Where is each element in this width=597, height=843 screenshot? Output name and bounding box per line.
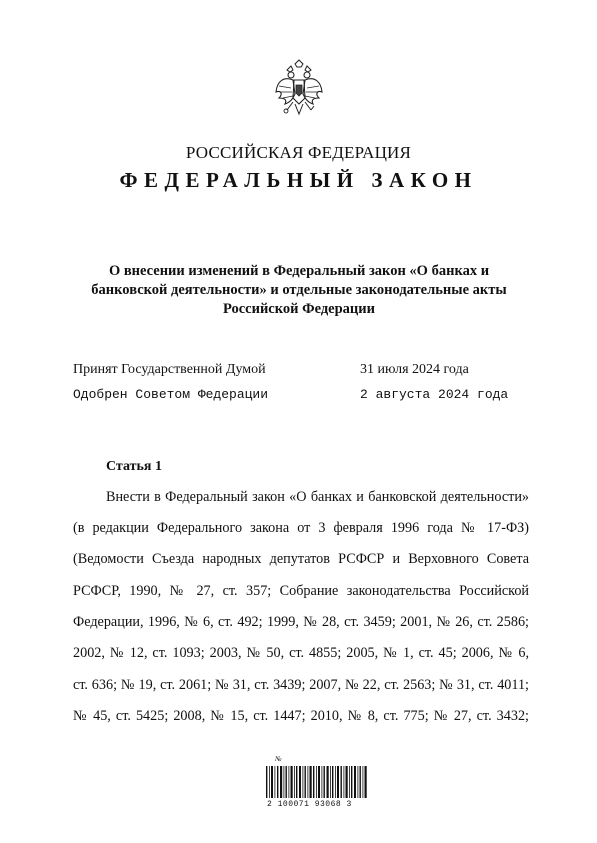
- coat-of-arms-icon: [273, 58, 325, 122]
- barcode: [262, 762, 372, 800]
- article-line: 2002, № 12, ст. 1093; 2003, № 50, ст. 4855; 2005, № 1, ст. 45; 2006, № 6,: [73, 645, 529, 661]
- article-line: РСФСР, 1990, № 27, ст. 357; Собрание законодательства Российской: [73, 583, 529, 599]
- article-line: (в редакции Федерального закона от 3 февраля 1996 года № 17-ФЗ): [73, 520, 529, 536]
- council-approval-date: 2 августа 2024 года: [360, 387, 509, 402]
- article-line: ст. 636; № 19, ст. 2061; № 31, ст. 3439; 2007, № 22, ст. 2563; № 31, ст. 4011;: [73, 677, 529, 693]
- article-heading: Статья 1: [106, 459, 162, 474]
- law-title: О внесении изменений в Федеральный закон «О банках и банковской деятельности» и отдельные законодательные акты Российской Федерации: [91, 263, 507, 317]
- article-line: (Ведомости Съезда народных депутатов РСФСР и Верховного Совета: [73, 551, 529, 567]
- country-name: РОССИЙСКАЯ ФЕДЕРАЦИЯ: [185, 143, 412, 162]
- barcode-number: 2 100071 93068 3: [267, 800, 352, 809]
- article-line: Федерации, 1996, № 6, ст. 492; 1999, № 28, ст. 3459; 2001, № 26, ст. 2586;: [73, 614, 529, 630]
- duma-adoption-label: Принят Государственной Думой: [73, 362, 266, 377]
- barcode-mark: №: [275, 755, 282, 763]
- law-type-heading: ФЕДЕРАЛЬНЫЙ ЗАКОН: [119, 168, 478, 192]
- duma-adoption-date: 31 июля 2024 года: [360, 362, 469, 377]
- article-line: Внести в Федеральный закон «О банках и банковской деятельности»: [106, 489, 529, 505]
- article-line: № 45, ст. 5425; 2008, № 15, ст. 1447; 2010, № 8, ст. 775; № 27, ст. 3432;: [73, 708, 529, 724]
- council-approval-label: Одобрен Советом Федерации: [73, 387, 269, 402]
